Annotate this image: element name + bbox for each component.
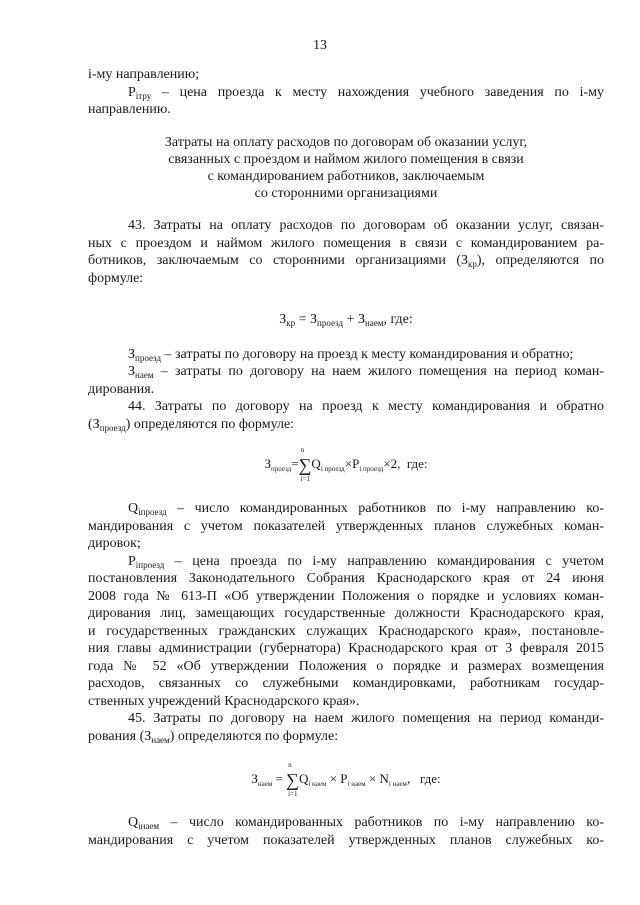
paragraph-line: 44. Затраты по договору на проезд к месту командирования и обратно	[128, 399, 604, 414]
paragraph-line: формуле:	[88, 271, 144, 286]
definition-line: постановления Законодательного Собрания Краснодарского края от 24 июня	[88, 571, 604, 586]
sum-symbol: n ∑ i=1	[286, 761, 299, 799]
heading-line: со сторонними организациями	[254, 186, 438, 201]
heading-line: связанных с проездом и наймом жилого помещения в связи	[168, 152, 524, 167]
paragraph-line: ботников, заключаемым со сторонними организациями $(З_{кр})$, определяются по	[88, 253, 605, 269]
sum-symbol: n ∑ i=1	[298, 446, 312, 484]
paragraph-line: 45. Затраты по договору на наем жилого помещения на период команди-	[128, 711, 604, 726]
definition-line: дирования.	[88, 382, 155, 397]
definition-line: $З_{наем}$ – затраты по договору на наем жилого помещения на период коман-	[128, 364, 604, 380]
page-number: 13	[313, 38, 327, 53]
definition-line: $З_{проезд}$ – затраты по договору на проезд к месту командирования и обратно;	[128, 347, 574, 363]
heading-line: с командированием работников, заключаемым	[207, 169, 485, 184]
definition-line: мандирования с учетом показателей утвержденных планов служебных коман-	[88, 519, 604, 534]
definition-line: года № 52 «Об утверждении Положения о порядке и размерах возмещения	[88, 659, 604, 674]
paragraph-line: $P_{iтру}$ – цена проезда к месту нахождения учебного заведения по i-му	[128, 85, 604, 101]
definition-line: ственных учреждений Краснодарского края».	[88, 694, 360, 709]
definition-line: ния главы администрации (губернатора) Краснодарского края от 3 февраля 2015	[88, 641, 604, 656]
definition-line: $P_{iпроезд}$ – цена проезда по i-му направлению командирования с учетом	[128, 554, 604, 570]
definition-line: дирования лиц, замещающих государственные должности Краснодарского края,	[88, 606, 604, 621]
definition-line: 2008 года № 613-П «Об утверждении Положения о порядке и условиях коман-	[88, 589, 604, 604]
text-line: i-му направлению;	[88, 67, 200, 82]
definition-line: мандирования с учетом показателей утвержденных планов служебных ко-	[88, 833, 604, 848]
formula-proezd: $З_{проезд}=$ n ∑ i=1 $Q_{i проезд}\times P_{i проезд}\times 2$, где:	[264, 446, 428, 484]
formula-cost-kr: $З_{кр} = З_{проезд} + З_{наем}$, где:	[279, 312, 413, 328]
formula-naem: $З_{наем}$ = n ∑ i=1 $Q_{i наем} \times P_{i наем} \times N_{i наем}$, где:	[251, 761, 441, 799]
heading-line: Затраты на оплату расходов по договорам об оказании услуг,	[164, 135, 528, 150]
paragraph-line: рования $(З_{наем})$ определяются по формуле:	[88, 729, 339, 745]
definition-line: $Q_{iнаем}$ – число командированных работников по i-му направлению ко-	[128, 815, 604, 831]
definition-line: расходов, связанных со служебными командировками, работникам государ-	[88, 676, 604, 691]
paragraph-line: ных с проездом и наймом жилого помещения в связи с командированием ра-	[88, 236, 604, 251]
paragraph-line: $(З_{проезд})$ определяются по формуле:	[88, 417, 295, 433]
text-line: направлению.	[88, 102, 171, 117]
paragraph-line: 43. Затраты на оплату расходов по договорам об оказании услуг, связан-	[128, 218, 604, 233]
definition-line: $Q_{iпроезд}$ – число командированных работников по i-му направлению ко-	[128, 501, 604, 517]
definition-line: дировок;	[88, 536, 141, 551]
definition-line: и государственных гражданских служащих Краснодарского края», постановле-	[88, 624, 604, 639]
